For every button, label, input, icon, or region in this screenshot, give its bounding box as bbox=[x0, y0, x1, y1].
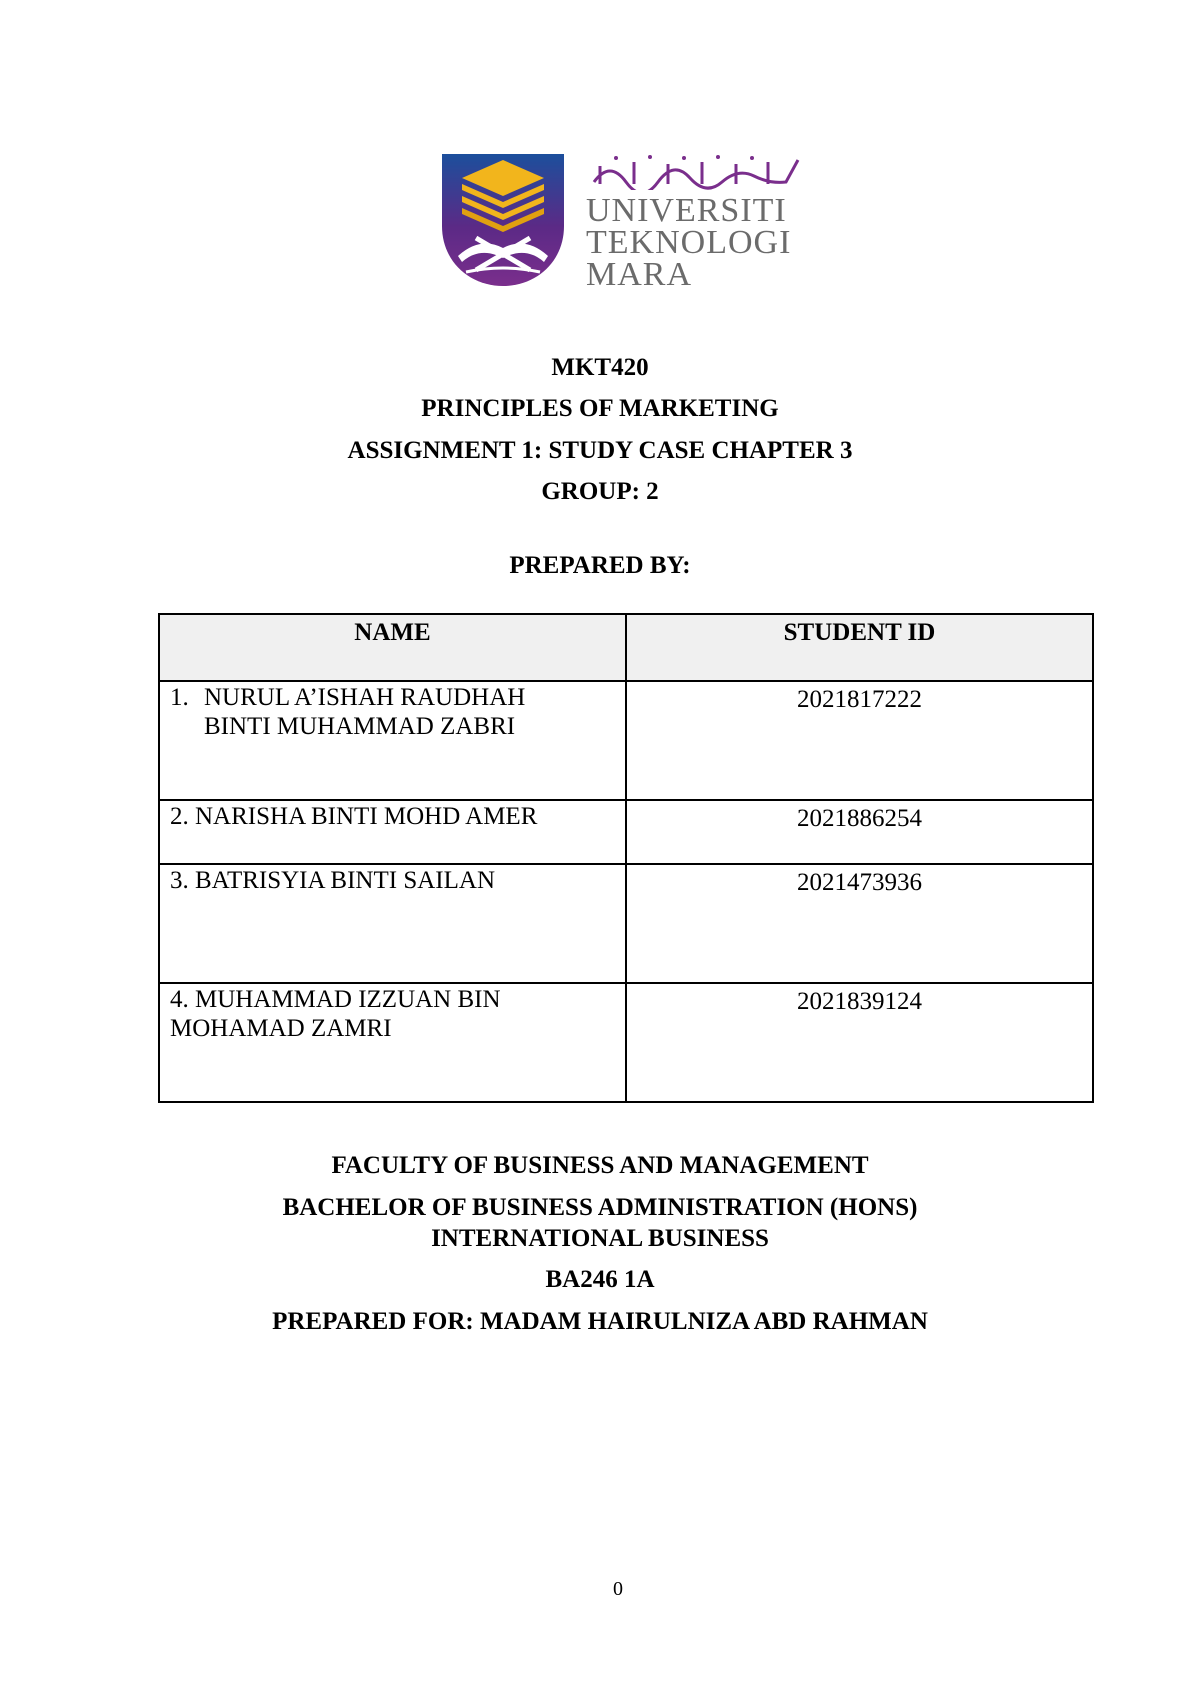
member-student-id: 2021817222 bbox=[626, 681, 1093, 800]
table-header-row bbox=[159, 614, 1093, 681]
table-row bbox=[159, 983, 1093, 1102]
member-name-line1: NURUL A’ISHAH RAUDHAH bbox=[204, 684, 526, 711]
member-student-id: 2021473936 bbox=[626, 864, 1093, 983]
column-header-name: NAME bbox=[159, 614, 626, 681]
uitm-emblem-icon bbox=[440, 152, 566, 288]
faculty-name: FACULTY OF BUSINESS AND MANAGEMENT bbox=[331, 1152, 869, 1179]
course-name: PRINCIPLES OF MARKETING bbox=[421, 395, 779, 422]
program-line1: BACHELOR OF BUSINESS ADMINISTRATION (HONS) bbox=[282, 1194, 918, 1221]
group-label: GROUP: 2 bbox=[541, 478, 659, 505]
prepared-for: PREPARED FOR: MADAM HAIRULNIZA ABD RAHMAN bbox=[272, 1308, 928, 1335]
member-name-cell: 3. BATRISYIA BINTI SAILAN bbox=[159, 864, 626, 983]
page-number: 0 bbox=[613, 1578, 623, 1600]
table-row bbox=[159, 864, 1093, 983]
member-name-cell bbox=[159, 681, 626, 800]
prepared-by-label: PREPARED BY: bbox=[509, 552, 691, 579]
column-header-student-id: STUDENT ID bbox=[626, 614, 1093, 681]
member-student-id: 2021886254 bbox=[626, 800, 1093, 864]
member-name-cell bbox=[159, 983, 626, 1102]
member-name-line2: MOHAMAD ZAMRI bbox=[170, 1015, 392, 1042]
table-row bbox=[159, 800, 1093, 864]
member-name-cell: 2. NARISHA BINTI MOHD AMER bbox=[159, 800, 626, 864]
logo-word-teknologi: TEKNOLOGI bbox=[586, 224, 792, 261]
university-logo bbox=[440, 152, 812, 292]
member-number: 1. bbox=[170, 684, 189, 711]
member-name-line1: 4. MUHAMMAD IZZUAN BIN bbox=[170, 986, 501, 1013]
table-row bbox=[159, 681, 1093, 800]
member-name-line2: BINTI MUHAMMAD ZABRI bbox=[204, 713, 516, 740]
course-code: MKT420 bbox=[551, 354, 649, 381]
logo-word-mara: MARA bbox=[586, 256, 693, 293]
logo-word-universiti: UNIVERSITI bbox=[586, 192, 787, 229]
members-table bbox=[158, 613, 1094, 1103]
logo-jawi-script bbox=[590, 152, 802, 190]
member-student-id: 2021839124 bbox=[626, 983, 1093, 1102]
jawi-calligraphy-icon bbox=[590, 152, 802, 190]
program-line2: INTERNATIONAL BUSINESS bbox=[431, 1225, 769, 1252]
assignment-title: ASSIGNMENT 1: STUDY CASE CHAPTER 3 bbox=[347, 437, 853, 464]
class-code: BA246 1A bbox=[545, 1266, 655, 1293]
